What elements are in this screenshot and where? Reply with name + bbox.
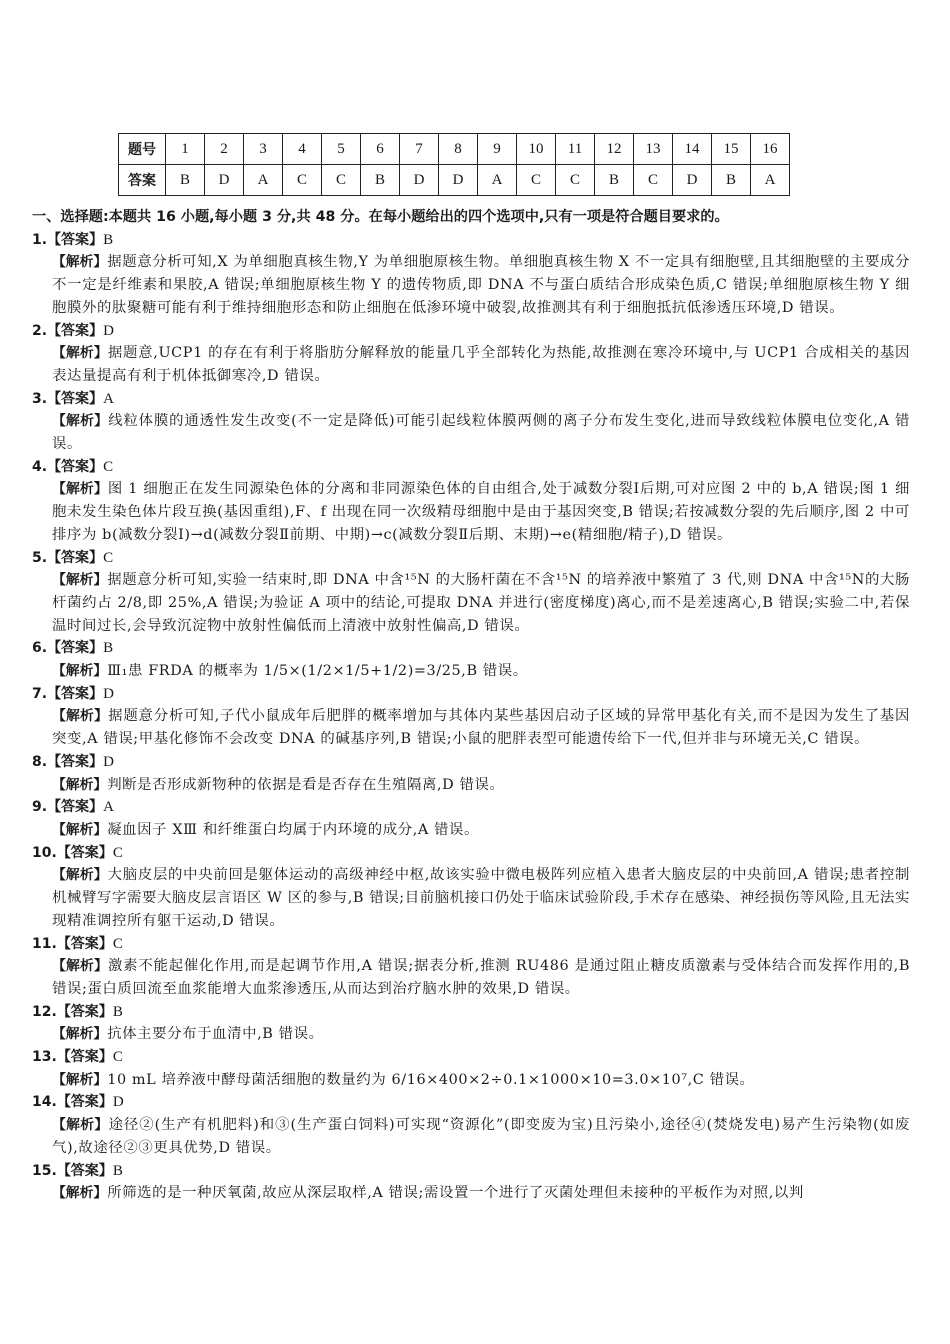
analysis-paragraph xyxy=(32,660,910,683)
analysis-text: 10 mL 培养液中酵母菌活细胞的数量约为 6/16×400×2÷0.1×1000×10=3.0×10⁷,C 错误。 xyxy=(107,1071,755,1088)
question-number: 5. xyxy=(32,549,48,566)
question-number-cell: 10 xyxy=(517,134,556,165)
question-number: 13. xyxy=(32,1049,57,1066)
question-block xyxy=(32,796,910,841)
question-number-cell: 15 xyxy=(712,134,751,165)
analysis-tag: 【解析】 xyxy=(52,1117,109,1134)
question-number: 8. xyxy=(32,753,48,770)
analysis-text: 凝血因子 XⅢ 和纤维蛋白均属于内环境的成分,A 错误。 xyxy=(107,821,480,838)
answer-cell: D xyxy=(673,165,712,196)
analysis-text: 大脑皮层的中央前回是躯体运动的高级神经中枢,故该实验中微电极阵列应植入患者大脑皮层的中央前回,A 错误;患者控制机械臂写字需要大脑皮层言语区 W 区的参与,B 错误;目前脑机接口仍处于临床试验阶段,手术存在感染、神经损伤等风险,且无法实现精准调控所有躯干运动,D 错误。 xyxy=(52,867,910,929)
answer-cell: C xyxy=(283,165,322,196)
question-number: 1. xyxy=(32,231,48,248)
answer-tag: 【答案】 xyxy=(56,1003,113,1020)
analysis-paragraph xyxy=(32,705,910,750)
answer-cell: A xyxy=(478,165,517,196)
answer-letter: C xyxy=(103,458,114,475)
analysis-tag: 【解析】 xyxy=(52,254,108,271)
answer-letter: A xyxy=(103,390,114,407)
analysis-paragraph xyxy=(32,1069,910,1092)
analysis-paragraph xyxy=(32,410,910,455)
answer-tag: 【答案】 xyxy=(47,322,104,339)
question-number: 10. xyxy=(32,844,57,861)
answer-letter: B xyxy=(112,1162,123,1179)
answer-cell: B xyxy=(595,165,634,196)
question-block xyxy=(32,456,910,547)
analysis-text: 途径②(生产有机肥料)和③(生产蛋白饲料)可实现“资源化”(即变废为宝)且污染小,途径④(焚烧发电)易产生污染物(如废气),故途径②③更具优势,D 错误。 xyxy=(52,1117,911,1156)
analysis-text: 抗体主要分布于血清中,B 错误。 xyxy=(107,1026,324,1043)
answer-letter: B xyxy=(112,1003,123,1020)
answer-cell: C xyxy=(517,165,556,196)
answer-tag: 【答案】 xyxy=(56,1049,113,1066)
question-answer-line xyxy=(32,456,910,479)
answer-tag: 【答案】 xyxy=(47,390,104,407)
question-block xyxy=(32,547,910,638)
question-block xyxy=(32,1046,910,1091)
question-block xyxy=(32,751,910,796)
question-answer-line xyxy=(32,683,910,706)
question-block xyxy=(32,842,910,933)
question-answer-line xyxy=(32,229,910,252)
question-number-cell: 8 xyxy=(439,134,478,165)
answer-tag: 【答案】 xyxy=(56,1162,113,1179)
analysis-tag: 【解析】 xyxy=(52,708,109,725)
analysis-tag: 【解析】 xyxy=(52,776,108,793)
answer-cell: B xyxy=(361,165,400,196)
analysis-text: 线粒体膜的通透性发生改变(不一定是降低)可能引起线粒体膜两侧的离子分布发生变化,进而导致线粒体膜电位变化,A 错误。 xyxy=(52,413,911,453)
analysis-tag: 【解析】 xyxy=(52,1185,108,1202)
question-answer-line xyxy=(32,1001,910,1024)
question-number: 12. xyxy=(32,1003,57,1020)
question-number-cell: 16 xyxy=(751,134,790,165)
question-block xyxy=(32,1001,910,1046)
question-number: 9. xyxy=(32,799,48,816)
analysis-paragraph xyxy=(32,569,910,637)
analysis-tag: 【解析】 xyxy=(52,958,108,975)
analysis-paragraph xyxy=(32,819,910,842)
question-answer-line xyxy=(32,1046,910,1069)
answer-cell: B xyxy=(166,165,205,196)
analysis-tag: 【解析】 xyxy=(52,1026,108,1043)
answer-table-answer-row xyxy=(119,165,790,196)
analysis-tag: 【解析】 xyxy=(52,572,108,589)
question-block xyxy=(32,1160,910,1205)
question-answer-line xyxy=(32,637,910,660)
question-number: 6. xyxy=(32,640,48,657)
answer-cell: B xyxy=(712,165,751,196)
question-block xyxy=(32,229,910,320)
answer-tag: 【答案】 xyxy=(47,685,104,702)
question-answer-line xyxy=(32,388,910,411)
question-number: 3. xyxy=(32,390,48,407)
answer-letter: B xyxy=(103,231,114,248)
analysis-paragraph xyxy=(32,1023,910,1046)
analysis-text: 据题意分析可知,X 为单细胞真核生物,Y 为单细胞原核生物。单细胞真核生物 X 不一定具有细胞壁,且其细胞壁的主要成分不一定是纤维素和果胶,A 错误;单细胞原核生物 Y 的遗传物质,即 DNA 不与蛋白质结合形成染色质,C 错误;单细胞原核生物 Y 细胞膜外的肽聚糖可能有利于维持细胞形态和防止细胞在低渗环境中破裂,故推测其有利于细胞抵抗低渗透压环境,D 错误。 xyxy=(52,254,911,316)
question-answer-line xyxy=(32,320,910,343)
question-number: 2. xyxy=(32,322,48,339)
question-number-cell: 4 xyxy=(283,134,322,165)
answer-cell: C xyxy=(634,165,673,196)
answer-cell: D xyxy=(439,165,478,196)
analysis-text: 据题意,UCP1 的存在有利于将脂肪分解释放的能量几乎全部转化为热能,故推测在寒冷环境中,与 UCP1 合成相关的基因表达量提高有利于机体抵御寒冷,D 错误。 xyxy=(52,345,910,384)
analysis-text: 图 1 细胞正在发生同源染色体的分离和非同源染色体的自由组合,处于减数分裂Ⅰ后期,可对应图 2 中的 b,A 错误;图 1 细胞未发生染色体片段互换(基因重组),F、f 出现在同一次级精母细胞中是由于基因突变,B 错误;若按减数分裂的先后顺序,图 2 中可排序为 b(减数分裂Ⅰ)→d(减数分裂Ⅱ前期、中期)→c(减数分裂Ⅱ后期、末期)→e(精细胞/精子),D 错误。 xyxy=(52,481,910,543)
question-number-cell: 7 xyxy=(400,134,439,165)
answer-tag: 【答案】 xyxy=(56,844,113,861)
answer-letter: D xyxy=(103,685,114,702)
question-block xyxy=(32,320,910,388)
answer-cell: C xyxy=(322,165,361,196)
analysis-text: 据题意分析可知,实验一结束时,即 DNA 中含¹⁵N 的大肠杆菌在不含¹⁵N 的培养液中繁殖了 3 代,则 DNA 中含¹⁵N的大肠杆菌约占 2/8,即 25%,A 错误;为验证 A 项中的结论,可提取 DNA 并进行(密度梯度)离心,而不是差速离心,B 错误;实验二中,若保温时间过长,会导致沉淀物中放射性偏低而上清液中放射性偏高,D 错误。 xyxy=(52,572,911,634)
answer-cell: A xyxy=(751,165,790,196)
analysis-paragraph xyxy=(32,774,910,797)
analysis-paragraph xyxy=(32,342,910,387)
question-number: 11. xyxy=(32,935,57,952)
question-number-cell: 1 xyxy=(166,134,205,165)
question-answer-line xyxy=(32,1091,910,1114)
answer-letter: C xyxy=(112,935,123,952)
question-block xyxy=(32,388,910,456)
answer-table-row-label: 答案 xyxy=(119,165,166,196)
answer-tag: 【答案】 xyxy=(47,549,104,566)
question-number-cell: 2 xyxy=(205,134,244,165)
analysis-text: Ⅲ₁患 FRDA 的概率为 1/5×(1/2×1/5+1/2)=3/25,B 错误。 xyxy=(107,663,528,680)
answer-table-number-row xyxy=(119,134,790,165)
analysis-paragraph xyxy=(32,251,910,319)
analysis-paragraph xyxy=(32,1182,910,1205)
answer-tag: 【答案】 xyxy=(47,753,104,770)
answer-cell: D xyxy=(205,165,244,196)
analysis-paragraph xyxy=(32,1114,910,1159)
analysis-text: 所筛选的是一种厌氧菌,故应从深层取样,A 错误;需设置一个进行了灭菌处理但未接种的平板作为对照,以判 xyxy=(107,1185,804,1202)
question-number: 7. xyxy=(32,685,48,702)
question-block xyxy=(32,637,910,682)
analysis-text: 激素不能起催化作用,而是起调节作用,A 错误;据表分析,推测 RU486 是通过阻止糖皮质激素与受体结合而发挥作用的,B 错误;蛋白质回流至血浆能增大血浆渗透压,从而达到治疗脑水肿的效果,D 错误。 xyxy=(52,958,910,997)
question-block xyxy=(32,933,910,1001)
answer-letter: A xyxy=(103,799,114,816)
analysis-paragraph xyxy=(32,478,910,546)
section-title: 一、选择题:本题共 16 小题,每小题 3 分,共 48 分。在每小题给出的四个选项中,只有一项是符合题目要求的。 xyxy=(32,209,729,225)
analysis-tag: 【解析】 xyxy=(52,345,108,362)
answer-table-row-label: 题号 xyxy=(119,134,166,165)
question-number: 4. xyxy=(32,458,48,475)
answer-letter: D xyxy=(103,322,114,339)
question-number-cell: 3 xyxy=(244,134,283,165)
answer-letter: D xyxy=(103,753,114,770)
question-number-cell: 11 xyxy=(556,134,595,165)
question-number-cell: 9 xyxy=(478,134,517,165)
question-answer-line xyxy=(32,547,910,570)
answer-letter: C xyxy=(112,1049,123,1066)
question-answer-line xyxy=(32,796,910,819)
analysis-tag: 【解析】 xyxy=(52,413,109,430)
answer-cell: D xyxy=(400,165,439,196)
question-number: 15. xyxy=(32,1162,57,1179)
question-list xyxy=(32,229,910,1205)
question-number: 14. xyxy=(32,1094,57,1111)
analysis-tag: 【解析】 xyxy=(52,867,108,884)
question-number-cell: 13 xyxy=(634,134,673,165)
analysis-paragraph xyxy=(32,955,910,1000)
answer-tag: 【答案】 xyxy=(47,640,104,657)
analysis-text: 据题意分析可知,子代小鼠成年后肥胖的概率增加与其体内某些基因启动子区域的异常甲基化有关,而不是因为发生了基因突变,A 错误;甲基化修饰不会改变 DNA 的碱基序列,B 错误;小鼠的肥胖表型可能遗传给下一代,但并非与环境无关,C 错误。 xyxy=(52,708,911,748)
question-answer-line xyxy=(32,842,910,865)
analysis-tag: 【解析】 xyxy=(52,821,108,838)
answer-tag: 【答案】 xyxy=(47,231,104,248)
analysis-text: 判断是否形成新物种的依据是看是否存在生殖隔离,D 错误。 xyxy=(107,776,505,793)
analysis-paragraph xyxy=(32,864,910,932)
analysis-tag: 【解析】 xyxy=(52,1071,108,1088)
question-answer-line xyxy=(32,1160,910,1183)
solutions-content xyxy=(32,206,910,1205)
question-block xyxy=(32,1091,910,1159)
question-number-cell: 12 xyxy=(595,134,634,165)
answer-table xyxy=(118,133,790,196)
answer-letter: C xyxy=(112,844,123,861)
analysis-tag: 【解析】 xyxy=(52,481,108,498)
answer-cell: A xyxy=(244,165,283,196)
question-number-cell: 14 xyxy=(673,134,712,165)
answer-letter: B xyxy=(103,640,114,657)
answer-letter: D xyxy=(112,1094,124,1111)
answer-letter: C xyxy=(103,549,114,566)
question-number-cell: 6 xyxy=(361,134,400,165)
question-number-cell: 5 xyxy=(322,134,361,165)
answer-tag: 【答案】 xyxy=(47,458,104,475)
answer-tag: 【答案】 xyxy=(47,799,104,816)
answer-tag: 【答案】 xyxy=(56,935,113,952)
question-answer-line xyxy=(32,933,910,956)
question-block xyxy=(32,683,910,751)
answer-tag: 【答案】 xyxy=(56,1094,113,1111)
question-answer-line xyxy=(32,751,910,774)
analysis-tag: 【解析】 xyxy=(52,663,108,680)
answer-cell: C xyxy=(556,165,595,196)
